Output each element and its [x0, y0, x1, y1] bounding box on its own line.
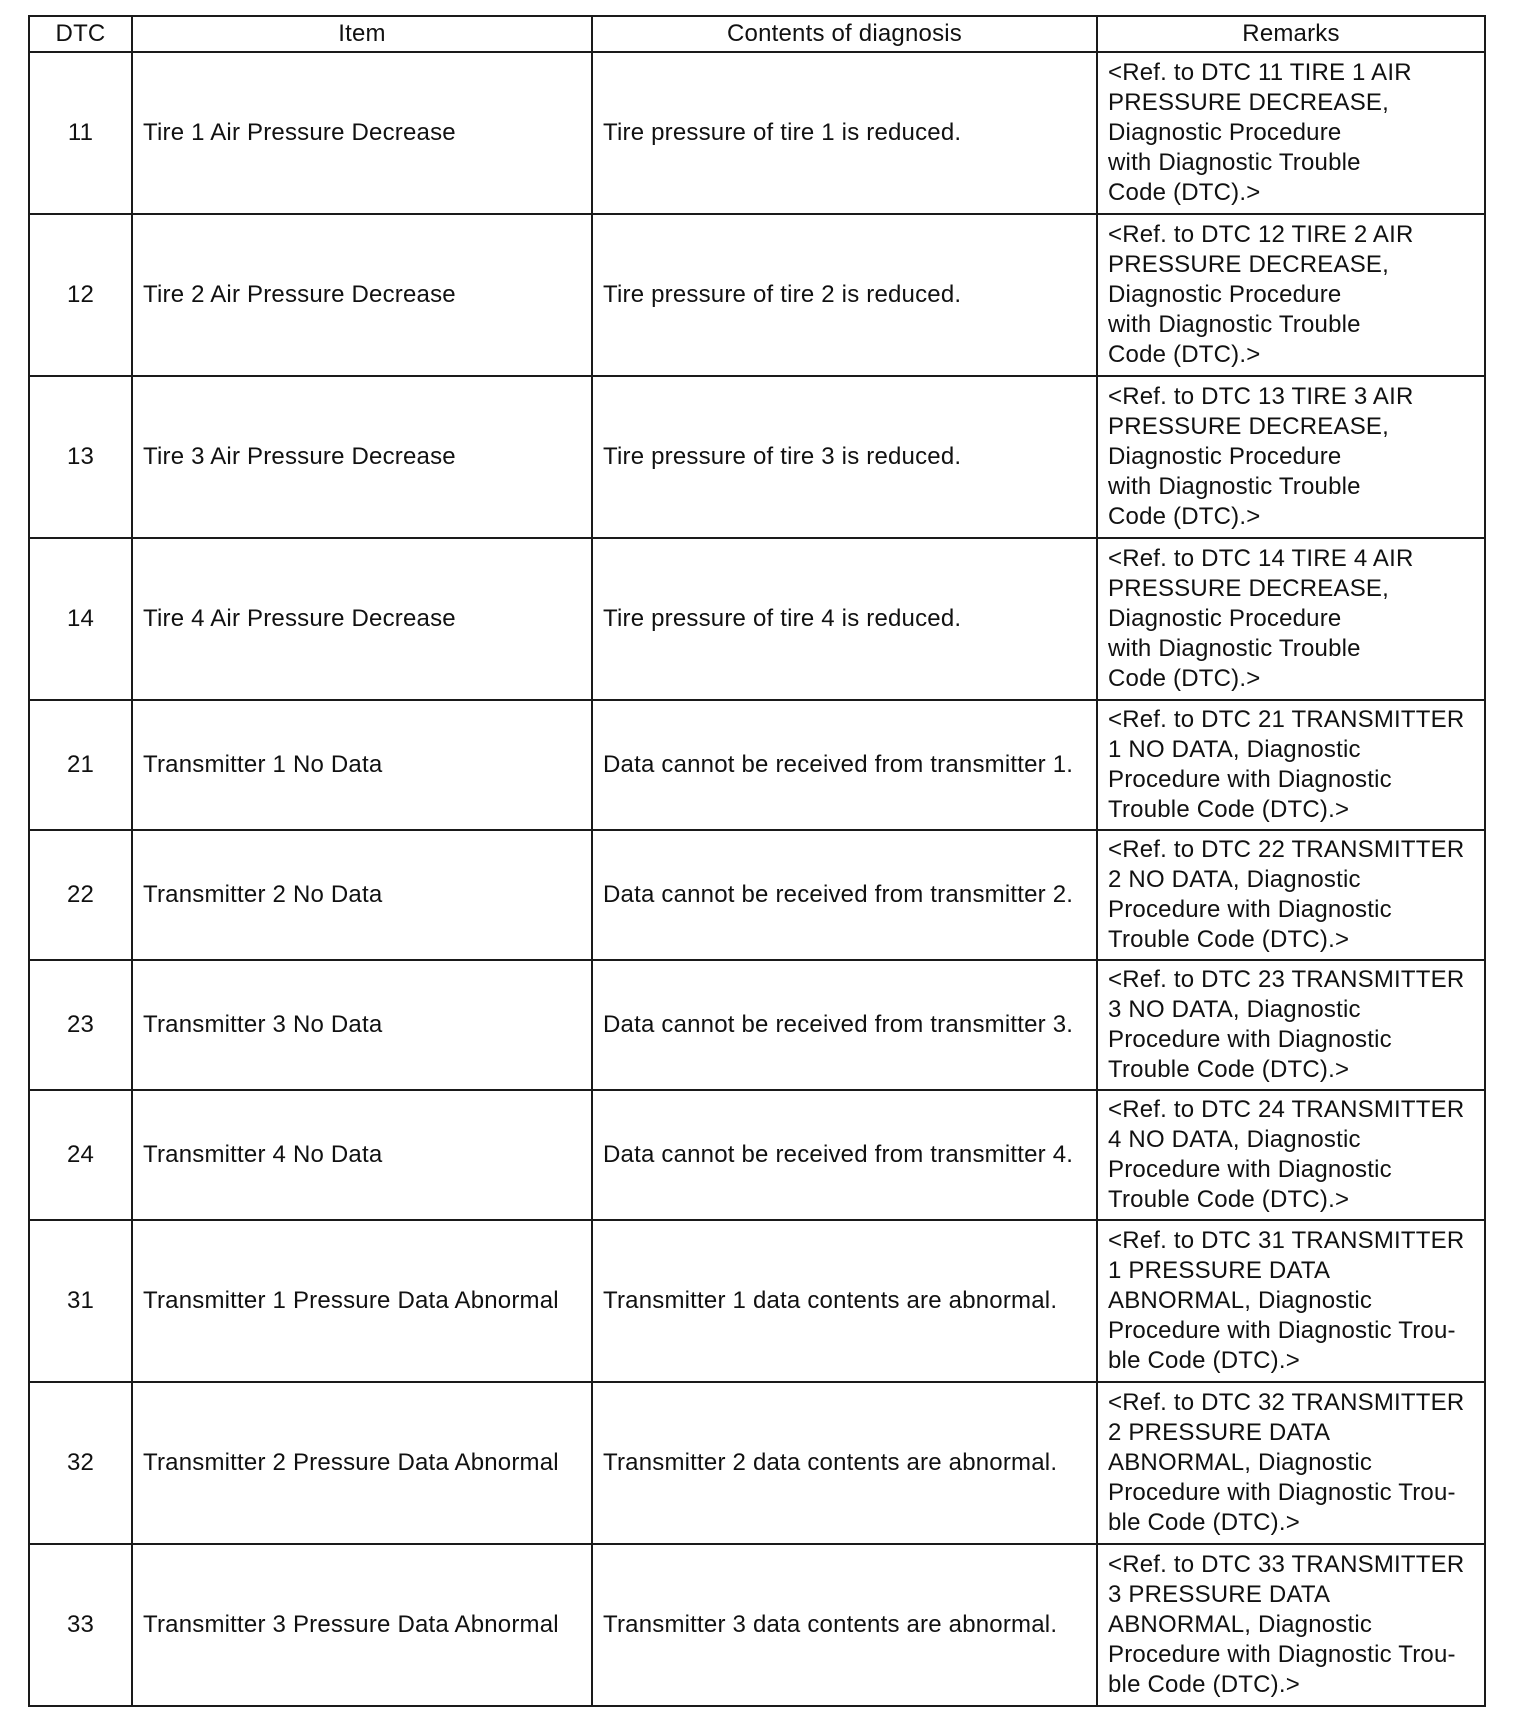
diagnosis-cell: Data cannot be received from transmitter 1. [592, 700, 1097, 830]
remarks-line: 1 PRESSURE DATA [1108, 1257, 1331, 1284]
table-row [29, 830, 1485, 960]
table-row [29, 52, 1485, 214]
remarks-line: Procedure with Diagnostic Trou- [1108, 1317, 1456, 1344]
remarks-line: ABNORMAL, Diagnostic [1108, 1611, 1373, 1638]
item-cell: Transmitter 3 No Data [132, 960, 592, 1090]
dtc-code-cell: 31 [29, 1220, 132, 1382]
remarks-cell [1097, 52, 1485, 214]
remarks-line: Diagnostic Procedure [1108, 605, 1342, 632]
dtc-code-cell: 14 [29, 538, 132, 700]
table-row [29, 1220, 1485, 1382]
remarks-cell [1097, 538, 1485, 700]
item-cell: Tire 2 Air Pressure Decrease [132, 214, 592, 376]
header-item: Item [132, 16, 592, 52]
table-row [29, 1544, 1485, 1706]
remarks-line: ble Code (DTC).> [1108, 1671, 1300, 1698]
remarks-line: 4 NO DATA, Diagnostic [1108, 1126, 1361, 1153]
remarks-cell [1097, 376, 1485, 538]
dtc-code-cell: 32 [29, 1382, 132, 1544]
diagnosis-cell: Tire pressure of tire 3 is reduced. [592, 376, 1097, 538]
remarks-line: Diagnostic Procedure [1108, 443, 1342, 470]
table-row [29, 376, 1485, 538]
dtc-code-cell: 21 [29, 700, 132, 830]
diagnosis-cell: Tire pressure of tire 4 is reduced. [592, 538, 1097, 700]
remarks-line: Procedure with Diagnostic Trou- [1108, 1641, 1456, 1668]
remarks-line: 3 NO DATA, Diagnostic [1108, 996, 1361, 1023]
header-dtc: DTC [29, 16, 132, 52]
diagnosis-cell: Tire pressure of tire 2 is reduced. [592, 214, 1097, 376]
remarks-line: Code (DTC).> [1108, 665, 1261, 692]
dtc-code-cell: 33 [29, 1544, 132, 1706]
header-contents-of-diagnosis: Contents of diagnosis [592, 16, 1097, 52]
remarks-line: Trouble Code (DTC).> [1108, 1186, 1350, 1213]
diagnosis-cell: Tire pressure of tire 1 is reduced. [592, 52, 1097, 214]
diagnosis-cell: Transmitter 1 data contents are abnormal. [592, 1220, 1097, 1382]
remarks-cell [1097, 214, 1485, 376]
item-cell: Transmitter 2 Pressure Data Abnormal [132, 1382, 592, 1544]
remarks-line: 1 NO DATA, Diagnostic [1108, 736, 1361, 763]
remarks-line: Procedure with Diagnostic [1108, 766, 1392, 793]
remarks-line: Code (DTC).> [1108, 179, 1261, 206]
table-row [29, 700, 1485, 830]
diagnosis-cell: Transmitter 2 data contents are abnormal. [592, 1382, 1097, 1544]
remarks-line: Procedure with Diagnostic [1108, 896, 1392, 923]
item-cell: Transmitter 4 No Data [132, 1090, 592, 1220]
dtc-table [28, 15, 1486, 1707]
item-cell: Transmitter 3 Pressure Data Abnormal [132, 1544, 592, 1706]
remarks-line: Procedure with Diagnostic [1108, 1156, 1392, 1183]
remarks-cell [1097, 830, 1485, 960]
remarks-cell [1097, 1090, 1485, 1220]
remarks-line: with Diagnostic Trouble [1108, 311, 1361, 338]
header-row [29, 16, 1485, 52]
remarks-cell [1097, 700, 1485, 830]
remarks-line: <Ref. to DTC 22 TRANSMITTER [1108, 836, 1465, 863]
remarks-line: Procedure with Diagnostic [1108, 1026, 1392, 1053]
diagnosis-cell: Transmitter 3 data contents are abnormal. [592, 1544, 1097, 1706]
remarks-line: Procedure with Diagnostic Trou- [1108, 1479, 1456, 1506]
table-row [29, 960, 1485, 1090]
table-row [29, 1090, 1485, 1220]
remarks-line: <Ref. to DTC 21 TRANSMITTER [1108, 706, 1465, 733]
remarks-cell [1097, 1220, 1485, 1382]
remarks-line: Trouble Code (DTC).> [1108, 926, 1350, 953]
dtc-code-cell: 22 [29, 830, 132, 960]
remarks-line: 2 NO DATA, Diagnostic [1108, 866, 1361, 893]
table-body [29, 52, 1485, 1706]
table-row [29, 214, 1485, 376]
remarks-line: PRESSURE DECREASE, [1108, 575, 1390, 602]
remarks-line: with Diagnostic Trouble [1108, 473, 1361, 500]
remarks-line: <Ref. to DTC 11 TIRE 1 AIR [1108, 59, 1412, 86]
remarks-line: <Ref. to DTC 32 TRANSMITTER [1108, 1389, 1465, 1416]
remarks-line: ABNORMAL, Diagnostic [1108, 1449, 1373, 1476]
item-cell: Transmitter 2 No Data [132, 830, 592, 960]
remarks-line: ble Code (DTC).> [1108, 1509, 1300, 1536]
dtc-code-cell: 11 [29, 52, 132, 214]
remarks-line: Code (DTC).> [1108, 341, 1261, 368]
remarks-line: Trouble Code (DTC).> [1108, 1056, 1350, 1083]
remarks-line: with Diagnostic Trouble [1108, 635, 1361, 662]
remarks-line: <Ref. to DTC 23 TRANSMITTER [1108, 966, 1465, 993]
remarks-cell [1097, 1382, 1485, 1544]
item-cell: Transmitter 1 Pressure Data Abnormal [132, 1220, 592, 1382]
dtc-code-cell: 24 [29, 1090, 132, 1220]
remarks-line: PRESSURE DECREASE, [1108, 89, 1390, 116]
remarks-line: PRESSURE DECREASE, [1108, 413, 1390, 440]
remarks-cell [1097, 1544, 1485, 1706]
remarks-line: <Ref. to DTC 12 TIRE 2 AIR [1108, 221, 1414, 248]
remarks-line: Trouble Code (DTC).> [1108, 796, 1350, 823]
table-row [29, 1382, 1485, 1544]
diagnosis-cell: Data cannot be received from transmitter 4. [592, 1090, 1097, 1220]
remarks-line: Code (DTC).> [1108, 503, 1261, 530]
item-cell: Tire 3 Air Pressure Decrease [132, 376, 592, 538]
diagnosis-cell: Data cannot be received from transmitter 3. [592, 960, 1097, 1090]
item-cell: Tire 1 Air Pressure Decrease [132, 52, 592, 214]
dtc-code-cell: 12 [29, 214, 132, 376]
remarks-line: <Ref. to DTC 24 TRANSMITTER [1108, 1096, 1465, 1123]
remarks-cell [1097, 960, 1485, 1090]
remarks-line: <Ref. to DTC 13 TIRE 3 AIR [1108, 383, 1414, 410]
remarks-line: PRESSURE DECREASE, [1108, 251, 1390, 278]
remarks-line: <Ref. to DTC 33 TRANSMITTER [1108, 1551, 1465, 1578]
table-row [29, 538, 1485, 700]
item-cell: Transmitter 1 No Data [132, 700, 592, 830]
item-cell: Tire 4 Air Pressure Decrease [132, 538, 592, 700]
header-remarks: Remarks [1097, 16, 1485, 52]
remarks-line: Diagnostic Procedure [1108, 119, 1342, 146]
remarks-line: ble Code (DTC).> [1108, 1347, 1300, 1374]
dtc-code-cell: 23 [29, 960, 132, 1090]
remarks-line: ABNORMAL, Diagnostic [1108, 1287, 1373, 1314]
remarks-line: <Ref. to DTC 31 TRANSMITTER [1108, 1227, 1465, 1254]
remarks-line: Diagnostic Procedure [1108, 281, 1342, 308]
remarks-line: <Ref. to DTC 14 TIRE 4 AIR [1108, 545, 1414, 572]
remarks-line: 2 PRESSURE DATA [1108, 1419, 1331, 1446]
diagnosis-cell: Data cannot be received from transmitter 2. [592, 830, 1097, 960]
dtc-code-cell: 13 [29, 376, 132, 538]
remarks-line: 3 PRESSURE DATA [1108, 1581, 1331, 1608]
remarks-line: with Diagnostic Trouble [1108, 149, 1361, 176]
